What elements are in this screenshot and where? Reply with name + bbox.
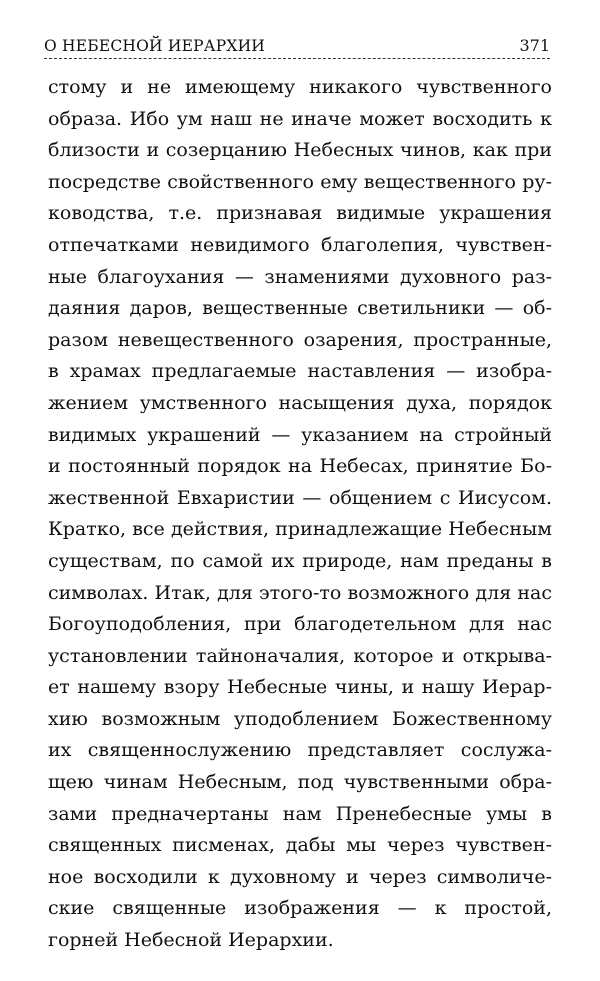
text-line: ет нашему взору Небесные чины, и нашу Иерар-: [48, 676, 552, 699]
body-text: [48, 72, 552, 957]
text-line: образа. Ибо ум наш не иначе может восходить к: [48, 107, 552, 130]
text-line: символах. Итак, для этого-то возможного для нас: [48, 581, 552, 604]
text-line: их священнослужению представляет сослужа-: [48, 739, 552, 762]
text-line: разом невещественного озарения, пространные,: [48, 328, 552, 351]
text-line: щею чинам Небесным, под чувственными обра-: [48, 771, 552, 794]
text-line: видимых украшений — указанием на стройный: [48, 423, 552, 446]
text-line: ное восходили к духовному и через символиче-: [48, 865, 552, 888]
text-line: даяния даров, вещественные светильники — об-: [48, 297, 552, 320]
text-line: ководства, т.е. признавая видимые украшения: [48, 202, 552, 225]
text-line: в храмах предлагаемые наставления — изобра-: [48, 360, 552, 383]
text-line: жественной Евхаристии — общением с Иисусом.: [48, 486, 552, 509]
running-header: [44, 32, 550, 54]
text-line: зами предначертаны нам Пренебесные умы в: [48, 802, 552, 825]
page-number: 371: [519, 36, 550, 55]
text-line: установлении тайноначалия, которое и открыва-: [48, 644, 552, 667]
text-line: и постоянный порядок на Небесах, принятие Бо-: [48, 455, 552, 478]
text-line: отпечатками невидимого благолепия, чувствен-: [48, 233, 552, 256]
text-line: Кратко, все действия, принадлежащие Небесным: [48, 518, 552, 541]
text-line-last: горней Небесной Иерархии.: [48, 929, 334, 952]
text-line: Богоуподобления, при благодетельном для нас: [48, 613, 552, 636]
text-line: жением умственного насыщения духа, порядок: [48, 391, 552, 414]
running-title: О НЕБЕСНОЙ ИЕРАРХИИ: [44, 36, 265, 55]
header-rule: [44, 58, 550, 59]
text-line: ские священные изображения — к простой,: [48, 897, 552, 920]
text-line: существам, по самой их природе, нам преданы в: [48, 549, 552, 572]
text-line: стому и не имеющему никакого чувственного: [48, 76, 552, 98]
text-line: ные благоухания — знамениями духовного раз-: [48, 265, 552, 288]
text-line: посредстве свойственного ему вещественного ру-: [48, 170, 552, 193]
text-line: хию возможным уподоблением Божественному: [48, 707, 552, 730]
text-line: священных писменах, дабы мы через чувствен-: [48, 834, 552, 857]
text-line: близости и созерцанию Небесных чинов, как при: [48, 139, 552, 162]
